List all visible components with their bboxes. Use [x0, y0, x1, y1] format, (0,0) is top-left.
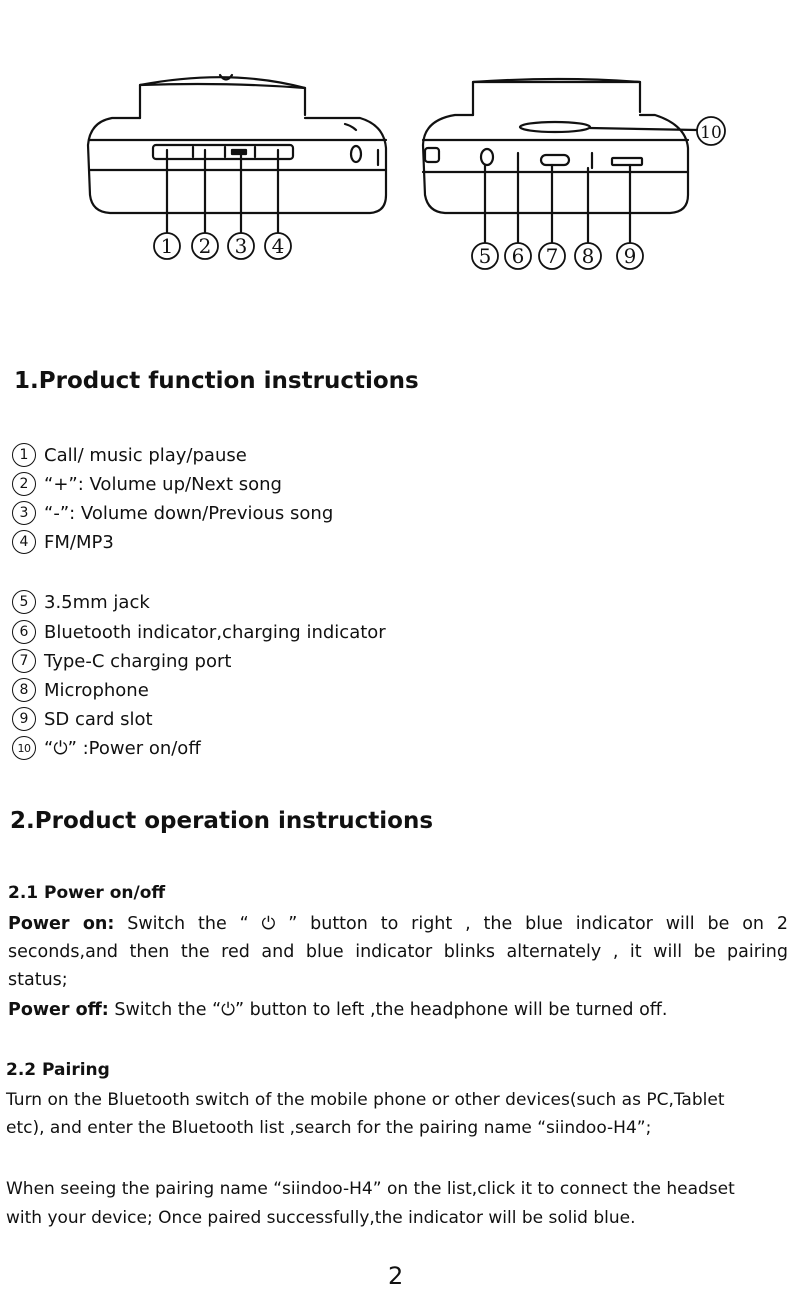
list-item-text: “⏻” :Power on/off [44, 737, 201, 759]
list-item [12, 736, 201, 760]
product-diagram [0, 0, 800, 300]
number-badge: 9 [12, 707, 36, 731]
number-badge: 5 [12, 590, 36, 614]
list-item [12, 443, 247, 467]
list-item [12, 590, 150, 614]
power-on-line3: status; [8, 970, 68, 990]
power-on-text: Switch the “ ⏻ ” button to right , the blue indicator will be on 2 [127, 914, 788, 934]
list-item-text: Call/ music play/pause [44, 444, 247, 466]
list-item [12, 501, 333, 525]
list-item-text: Type-C charging port [44, 650, 232, 672]
svg-text:5: 5 [478, 244, 492, 268]
section2-title: 2.Product operation instructions [10, 808, 434, 834]
list-item [12, 530, 114, 554]
svg-text:8: 8 [581, 244, 595, 268]
list-item [12, 707, 153, 731]
power-off-text: Switch the “⏻” button to left ,the headphone will be turned off. [114, 1000, 668, 1020]
power-on-label: Power on: [8, 914, 115, 934]
svg-text:2: 2 [198, 234, 212, 258]
power-on-line2: seconds,and then the red and blue indicator blinks alternately , it will be pairing [8, 942, 788, 962]
list-item-text: Microphone [44, 679, 149, 701]
svg-text:10: 10 [700, 123, 722, 143]
callout-3 [228, 233, 254, 259]
svg-text:1: 1 [160, 234, 174, 258]
number-badge: 2 [12, 472, 36, 496]
section1-title: 1.Product function instructions [14, 368, 419, 394]
number-badge: 4 [12, 530, 36, 554]
number-badge: 1 [12, 443, 36, 467]
svg-text:6: 6 [511, 244, 525, 268]
pairing-p1-line2: etc), and enter the Bluetooth list ,search for the pairing name “siindoo-H4”; [6, 1118, 652, 1138]
callout-10 [697, 117, 725, 145]
list-item-text: “-”: Volume down/Previous song [44, 502, 334, 524]
pairing-p2-line2: with your device; Once paired successfully,the indicator will be solid blue. [6, 1208, 636, 1228]
power-on-line [8, 910, 788, 938]
svg-text:9: 9 [623, 244, 637, 268]
power-heading: 2.1 Power on/off [8, 883, 166, 903]
list-item-text: “+”: Volume up/Next song [44, 473, 282, 495]
page-number: 2 [388, 1262, 404, 1290]
power-off-label: Power off: [8, 1000, 109, 1020]
number-badge: 10 [12, 736, 36, 760]
left-earcup-drawing [88, 75, 386, 213]
pairing-p1-line1: Turn on the Bluetooth switch of the mobile phone or other devices(such as PC,Tablet [6, 1090, 725, 1110]
callout-2 [192, 233, 218, 259]
number-badge: 3 [12, 501, 36, 525]
number-badge: 6 [12, 620, 36, 644]
callout-5 [472, 243, 498, 269]
callout-7 [539, 243, 565, 269]
list-item [12, 649, 231, 673]
callout-1 [154, 233, 180, 259]
number-badge: 8 [12, 678, 36, 702]
list-item [12, 678, 149, 702]
callout-9 [617, 243, 643, 269]
number-badge: 7 [12, 649, 36, 673]
callout-8 [575, 243, 601, 269]
list-item [12, 620, 386, 644]
callout-4 [265, 233, 291, 259]
svg-text:4: 4 [271, 234, 285, 258]
power-off-line [8, 996, 667, 1024]
callout-6 [505, 243, 531, 269]
svg-text:3: 3 [234, 234, 248, 258]
list-item [12, 472, 282, 496]
list-item-text: Bluetooth indicator,charging indicator [44, 621, 386, 643]
pairing-heading: 2.2 Pairing [6, 1060, 110, 1080]
svg-text:7: 7 [545, 244, 559, 268]
list-item-text: 3.5mm jack [44, 591, 150, 613]
right-earcup-drawing [423, 79, 697, 213]
list-item-text: FM/MP3 [44, 531, 114, 553]
pairing-p2-line1: When seeing the pairing name “siindoo-H4” on the list,click it to connect the headset [6, 1179, 735, 1199]
list-item-text: SD card slot [44, 708, 153, 730]
